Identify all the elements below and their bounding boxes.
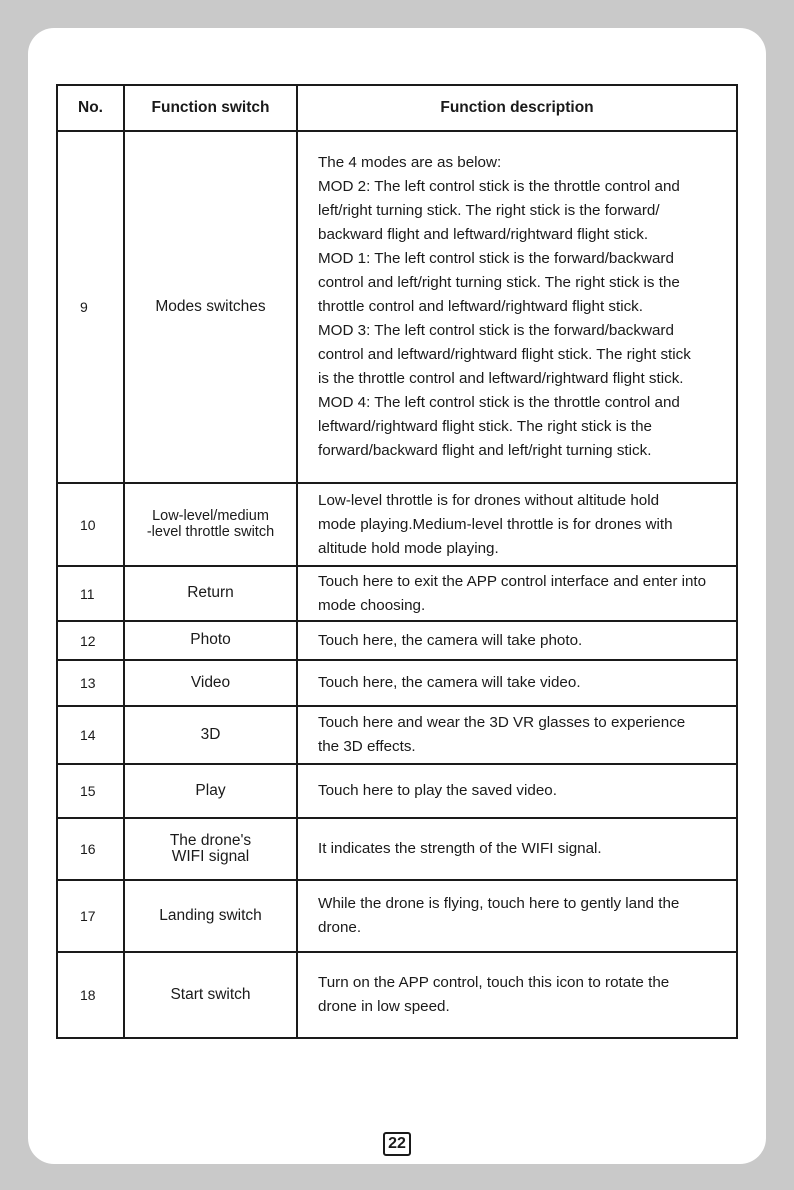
description-line: left/right turning stick. The right stick is the forward/ (318, 202, 660, 219)
description-line: The 4 modes are as below: (318, 154, 502, 171)
description-line: control and leftward/rightward flight stick. The right stick (318, 346, 691, 363)
description-line: Touch here to play the saved video. (318, 782, 557, 799)
table-row (57, 952, 737, 1038)
function-switch-name: Modes switches (124, 131, 297, 483)
table-row (57, 660, 737, 706)
function-switch-name: 3D (124, 706, 297, 764)
function-description (297, 880, 737, 952)
switch-name-line: -level throttle switch (146, 523, 275, 540)
table-row (57, 880, 737, 952)
description-line: Turn on the APP control, touch this icon to rotate the (318, 974, 670, 991)
row-number: 14 (57, 706, 124, 764)
table-row (57, 764, 737, 818)
description-line: Touch here to exit the APP control interface and enter into (318, 572, 707, 590)
description-line: Low-level throttle is for drones without altitude hold (318, 491, 660, 509)
header-function-description: Function description (297, 85, 737, 131)
row-number: 16 (57, 818, 124, 880)
description-line: MOD 4: The left control stick is the throttle control and (318, 394, 680, 411)
row-number: 15 (57, 764, 124, 818)
description-line: backward flight and leftward/rightward flight stick. (318, 226, 649, 243)
row-number: 11 (57, 566, 124, 621)
description-line: MOD 1: The left control stick is the forward/backward (318, 250, 674, 267)
header-function-switch: Function switch (124, 85, 297, 131)
table-row (57, 566, 737, 621)
function-description (297, 131, 737, 483)
table-row (57, 483, 737, 566)
description-line: leftward/rightward flight stick. The right stick is the (318, 418, 652, 435)
description-line: drone. (318, 919, 362, 936)
function-description (297, 621, 737, 660)
description-line: mode playing.Medium-level throttle is for drones with (318, 515, 673, 533)
function-description (297, 818, 737, 880)
page-number: 22 (383, 1132, 411, 1156)
description-line: drone in low speed. (318, 998, 450, 1015)
description-line: mode choosing. (318, 596, 426, 614)
row-number: 10 (57, 483, 124, 566)
switch-name-line: WIFI signal (171, 848, 250, 865)
table-header-row (57, 85, 737, 131)
description-line: forward/backward flight and left/right turning stick. (318, 442, 652, 459)
function-switch-name: Video (124, 660, 297, 706)
function-switch-name: Return (124, 566, 297, 621)
row-number: 13 (57, 660, 124, 706)
function-description (297, 706, 737, 764)
description-line: Touch here, the camera will take photo. (318, 631, 583, 649)
table-row (57, 621, 737, 660)
table-row (57, 131, 737, 483)
function-switch-name: Photo (124, 621, 297, 660)
function-description (297, 952, 737, 1038)
function-description (297, 566, 737, 621)
table-row (57, 818, 737, 880)
switch-name-line: Low-level/medium (152, 508, 269, 525)
description-line: Touch here, the camera will take video. (318, 674, 581, 691)
row-number: 18 (57, 952, 124, 1038)
function-switch-name (124, 818, 297, 880)
description-line: altitude hold mode playing. (318, 539, 499, 557)
description-line: MOD 3: The left control stick is the forward/backward (318, 322, 674, 339)
row-number: 9 (57, 131, 124, 483)
description-line: While the drone is flying, touch here to gently land the (318, 895, 680, 912)
function-table (56, 84, 738, 1039)
description-line: is the throttle control and leftward/rightward flight stick. (318, 370, 684, 387)
row-number: 12 (57, 621, 124, 660)
manual-page (28, 28, 766, 1164)
description-line: Touch here and wear the 3D VR glasses to experience (318, 714, 686, 731)
function-description (297, 660, 737, 706)
description-line: throttle control and leftward/rightward flight stick. (318, 298, 643, 315)
row-number: 17 (57, 880, 124, 952)
function-switch-name: Play (124, 764, 297, 818)
description-line: MOD 2: The left control stick is the throttle control and (318, 178, 680, 195)
function-description (297, 483, 737, 566)
description-line: control and left/right turning stick. The right stick is the (318, 274, 680, 291)
description-line: It indicates the strength of the WIFI signal. (318, 840, 602, 857)
table-row (57, 706, 737, 764)
function-description (297, 764, 737, 818)
switch-name-line: The drone's (169, 831, 252, 849)
function-switch-name: Start switch (124, 952, 297, 1038)
function-switch-name (124, 483, 297, 566)
description-line: the 3D effects. (318, 738, 416, 755)
header-no: No. (57, 85, 124, 131)
function-switch-name: Landing switch (124, 880, 297, 952)
